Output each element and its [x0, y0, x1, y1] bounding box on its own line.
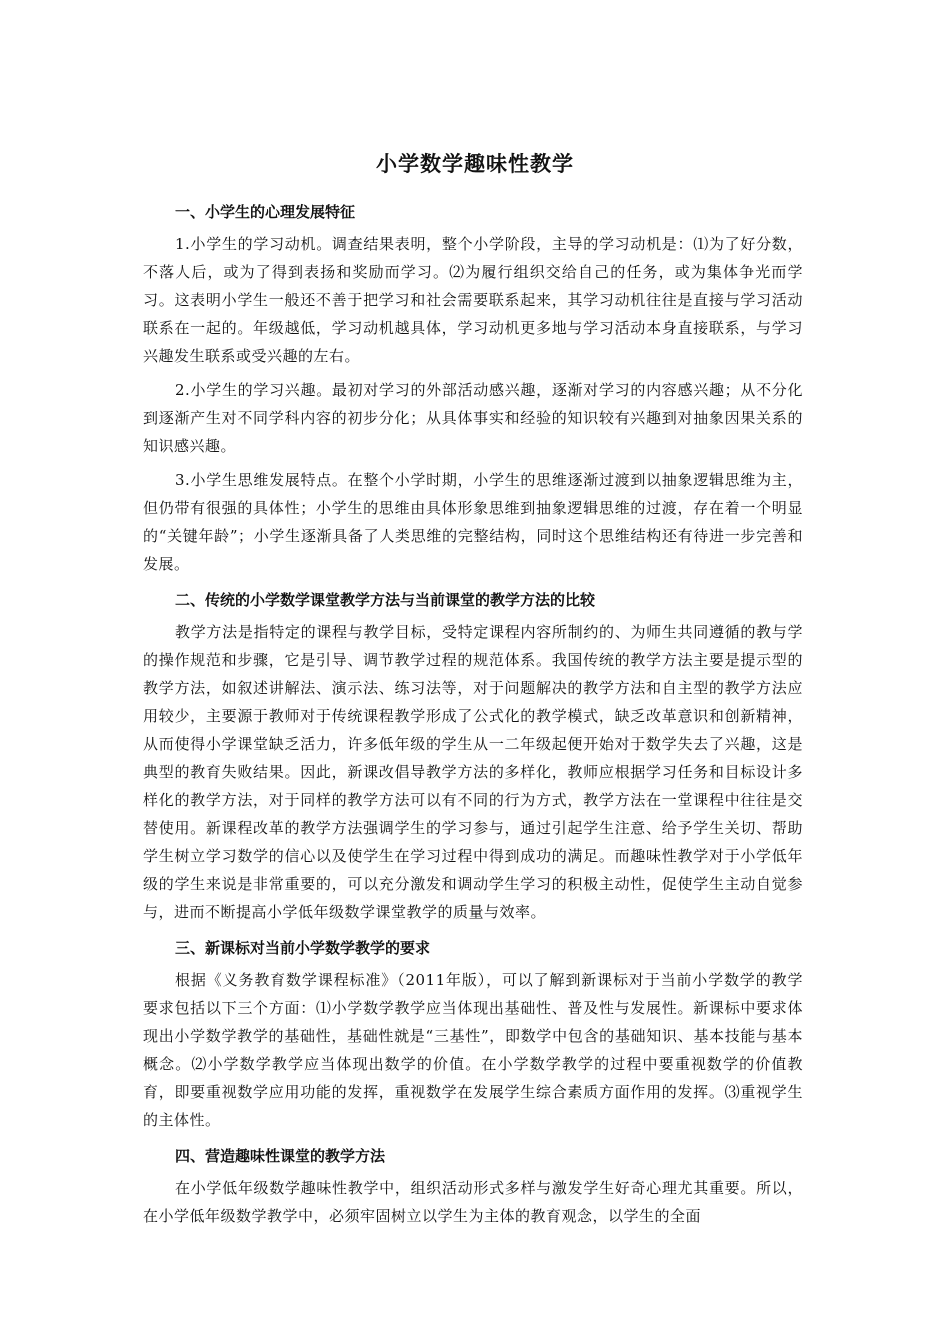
- section-heading-4: 四、营造趣味性课堂的教学方法: [175, 1147, 386, 1165]
- document-body: [143, 196, 803, 1236]
- section-heading-3: 三、新课标对当前小学数学教学的要求: [175, 939, 431, 957]
- paragraph-learning-interest: 2.小学生的学习兴趣。最初对学习的外部活动感兴趣，逐渐对学习的内容感兴趣；从不分化到逐渐产生对不同学科内容的初步分化；从具体事实和经验的知识较有兴趣到对抽象因果关系的知识感兴趣。: [143, 381, 803, 455]
- document-title: 小学数学趣味性教学: [376, 152, 574, 176]
- section-heading-1: 一、小学生的心理发展特征: [175, 203, 356, 221]
- paragraph-thinking-development: 3.小学生思维发展特点。在整个小学时期，小学生的思维逐渐过渡到以抽象逻辑思维为主，但仍带有很强的具体性；小学生的思维由具体形象思维到抽象逻辑思维的过渡，存在着一个明显的“关键年龄”；小学生逐渐具备了人类思维的完整结构，同时这个思维结构还有待进一步完善和发展。: [143, 471, 803, 573]
- paragraph-curriculum-standard: 根据《义务教育数学课程标准》（2011年版），可以了解到新课标对于当前小学数学的教学要求包括以下三个方面：⑴小学数学教学应当体现出基础性、普及性与发展性。新课标中要求体现出小学数学教学的基础性，基础性就是“三基性”，即数学中包含的基础知识、基本技能与基本概念。⑵小学数学教学应当体现出数学的价值。在小学数学教学的过程中要重视数学的价值教育，即要重视数学应用功能的发挥，重视数学在发展学生综合素质方面作用的发挥。⑶重视学生的主体性。: [143, 971, 803, 1129]
- paragraph-fun-classroom: 在小学低年级数学趣味性教学中，组织活动形式多样与激发学生好奇心理尤其重要。所以，在小学低年级数学教学中，必须牢固树立以学生为主体的教育观念，以学生的全面: [143, 1179, 803, 1225]
- section-heading-2: 二、传统的小学数学课堂教学方法与当前课堂的教学方法的比较: [175, 591, 596, 609]
- paragraph-learning-motivation: 1.小学生的学习动机。调查结果表明，整个小学阶段，主导的学习动机是：⑴为了好分数，不落人后，或为了得到表扬和奖励而学习。⑵为履行组织交给自己的任务，或为集体争光而学习。这表明小学生一般还不善于把学习和社会需要联系起来，其学习动机往往是直接与学习活动联系在一起的。年级越低，学习动机越具体，学习动机更多地与学习活动本身直接联系，与学习兴趣发生联系或受兴趣的左右。: [143, 235, 803, 365]
- paragraph-teaching-methods: 教学方法是指特定的课程与教学目标，受特定课程内容所制约的、为师生共同遵循的教与学的操作规范和步骤，它是引导、调节教学过程的规范体系。我国传统的教学方法主要是提示型的教学方法，如叙述讲解法、演示法、练习法等，对于问题解决的教学方法和自主型的教学方法应用较少，主要源于教师对于传统课程教学形成了公式化的教学模式，缺乏改革意识和创新精神，从而使得小学课堂缺乏活力，许多低年级的学生从一二年级起便开始对于数学失去了兴趣，这是典型的教育失败结果。因此，新课改倡导教学方法的多样化，教师应根据学习任务和目标设计多样化的教学方法，对于同样的教学方法可以有不同的行为方式，教学方法在一堂课程中往往是交替使用。新课程改革的教学方法强调学生的学习参与，通过引起学生注意、给予学生关切、帮助学生树立学习数学的信心以及使学生在学习过程中得到成功的满足。而趣味性教学对于小学低年级的学生来说是非常重要的，可以充分激发和调动学生学习的积极主动性，促使学生主动自觉参与，进而不断提高小学低年级数学课堂教学的质量与效率。: [143, 623, 803, 921]
